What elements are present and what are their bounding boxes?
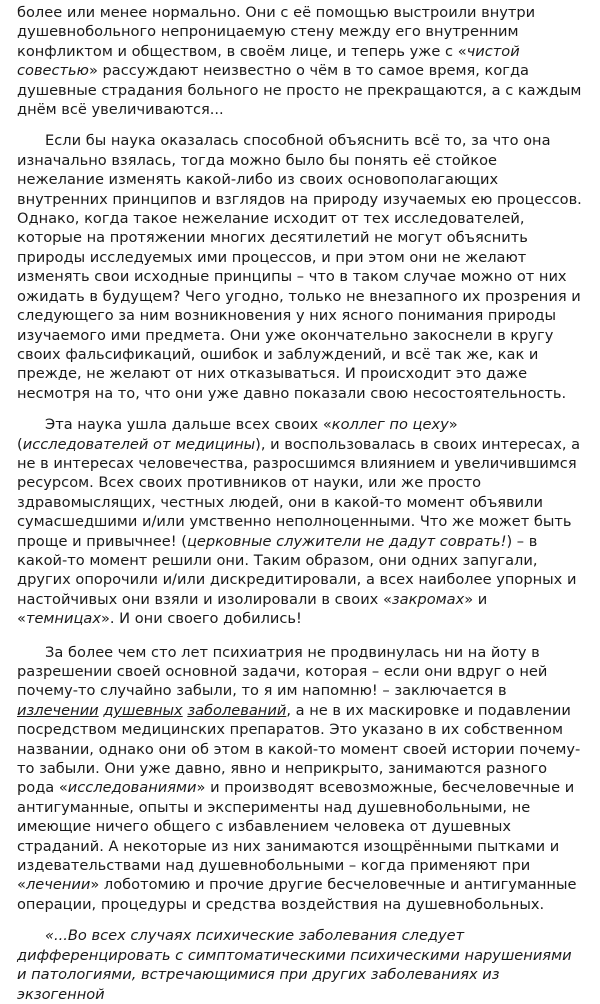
text-run: Эта наука ушла дальше всех своих «	[45, 416, 332, 434]
italic-phrase: темницах	[25, 610, 101, 628]
text-run: более или менее нормально. Они с её помощью выстроили внутри душевнобольного непроницаемую стену между его внутренним конфликтом и обществом, в своём лице, и теперь уже с «	[17, 4, 536, 60]
paragraph-1	[17, 3, 582, 119]
text-run: ) – в какой-то момент решили они. Таким образом, они одних запугали, других опорочили и/или дискредитировали, а всех наиболее упорных и настойчивых они взяли и изолировали в своих «	[17, 532, 577, 608]
underlined-italic-phrase: заболеваний	[187, 701, 287, 719]
italic-phrase: коллег по цеху	[331, 416, 449, 434]
text-run: » лоботомию и прочие другие бесчеловечные и антигуманные операции, процедуры и средства воздействия на душевнобольных.	[17, 876, 577, 913]
italic-phrase: лечении	[25, 876, 91, 894]
italic-phrase: закромах	[391, 590, 465, 608]
underlined-italic-phrase: излечении	[17, 701, 99, 719]
text-run: » рассуждают неизвестно о чём в то самое время, когда душевные страдания больного не просто не прекращаются, а с каждым днём всё увеличиваются...	[17, 62, 582, 119]
italic-phrase: церковные служители не дадут соврать!	[186, 532, 507, 550]
paragraph-3	[17, 415, 582, 628]
text-run: ), и воспользовалась в своих интересах, а не в интересах человечества, разросшимся влиянием и увеличившимся ресурсом. Всех своих противников от науки, или же просто здравомыслящих, честных людей, они в какой-то момент объявили сумасшедшими и/или умственно неполноценными. Что же может быть проще и привычнее! (	[17, 435, 581, 550]
text-run: ». И они своего добились!	[100, 610, 302, 628]
text-run: За более чем сто лет психиатрия не продвинулась ни на йоту в разрешении своей основной задачи, которая – если они вдруг о ней почему-то случайно забыли, то я им напомню! – заключается в	[17, 643, 548, 700]
italic-phrase: исследователей от медицины	[22, 435, 256, 453]
text-run: » и «	[17, 590, 488, 628]
text-run: , а не в их маскировке и подавлении посредством медицинских препаратов. Это указано в их собственном названии, однако они об этом в какой-то момент своей истории почему-то забыли. Они уже давно, явно и неприкрыто, занимаются разного рода «	[17, 701, 581, 797]
quote-paragraph: «...Во всех случаях психические заболевания следует дифференцировать с симптоматическими психическими нарушениями и патологиями, встречающимися при других заболеваниях из экзогенной	[17, 927, 572, 1003]
text-run: » (	[17, 416, 458, 453]
italic-phrase: чистой совестью	[17, 42, 520, 80]
paragraph-2: Если бы наука оказалась способной объяснить всё то, за что она изначально взялась, тогда можно было бы понять её стойкое нежелание изменять какой-либо из своих основополагающих внутренних принципов и взглядов на природу изучаемых ею процессов. Однако, когда такое нежелание исходит от тех исследователей, которые на протяжении многих десятилетий не могут объяснить природы исследуемых ими процессов, и при этом они не желают изменять свои исходные принципы – что в таком случае можно от них ожидать в будущем? Чего угодно, только не внезапного их прозрения и следующего за ним возникновения у них ясного понимания природы изучаемого ими предмета. Они уже окончательно закоснели в кругу своих фальсификаций, ошибок и заблуждений, и всё так же, как и прежде, не желают от них отказываться. И происходит это даже несмотря на то, что они уже давно показали свою несостоятельность.	[17, 132, 582, 402]
underlined-italic-phrase: душевных	[103, 701, 183, 719]
paragraph-4	[17, 643, 582, 915]
text-run: » и производят всевозможные, бесчеловечные и антигуманные, опыты и эксперименты над душевнобольными, не имеющие ничего общего с избавлением человека от душевных страданий. А некоторые из них занимаются изощрёнными пытками и издевательствами над душевнобольными – когда применяют при «	[17, 779, 575, 894]
italic-phrase: исследованиями	[67, 779, 197, 797]
